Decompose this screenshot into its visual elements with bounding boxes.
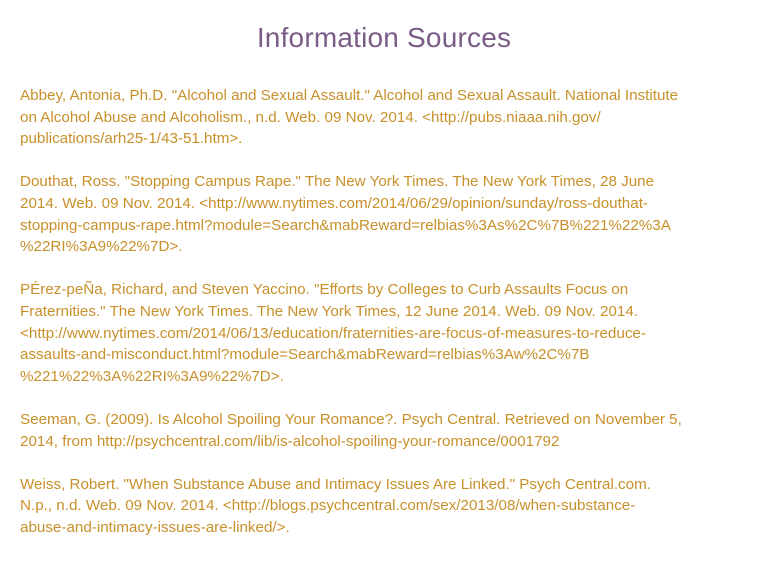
- reference-line: <http://www.nytimes.com/2014/06/13/education/fraternities-are-focus-of-measures-to-reduce-: [20, 324, 646, 342]
- reference-line: abuse-and-intimacy-issues-are-linked/>.: [20, 518, 290, 536]
- reference-weiss: [20, 474, 750, 539]
- reference-line: stopping-campus-rape.html?module=Search&mabReward=relbias%3As%2C%7B%221%22%3A: [20, 216, 671, 234]
- reference-line: on Alcohol Abuse and Alcoholism., n.d. Web. 09 Nov. 2014. <http://pubs.niaaa.nih.gov/: [20, 108, 601, 126]
- reference-abbey: [20, 85, 750, 150]
- reference-perez-pena: [20, 279, 750, 387]
- reference-line: 2014. Web. 09 Nov. 2014. <http://www.nytimes.com/2014/06/29/opinion/sunday/ross-douthat-: [20, 194, 648, 212]
- reference-line: 2014, from http://psychcentral.com/lib/is-alcohol-spoiling-your-romance/0001792: [20, 432, 560, 450]
- reference-douthat: [20, 171, 750, 257]
- reference-line: PÉrez-peÑa, Richard, and Steven Yaccino. "Efforts by Colleges to Curb Assaults Focus on: [20, 281, 629, 299]
- reference-line: %221%22%3A%22RI%3A9%22%7D>.: [20, 367, 284, 385]
- reference-seeman: [20, 409, 750, 452]
- reference-line: publications/arh25-1/43-51.htm>.: [20, 130, 243, 148]
- slide-title: Information Sources: [256, 22, 512, 53]
- reference-line: assaults-and-misconduct.html?module=Search&mabReward=relbias%3Aw%2C%7B: [20, 346, 590, 364]
- reference-line: %22RI%3A9%22%7D>.: [20, 238, 183, 256]
- reference-list: [20, 85, 750, 560]
- reference-line: Abbey, Antonia, Ph.D. "Alcohol and Sexual Assault." Alcohol and Sexual Assault. National Institute: [20, 87, 679, 104]
- reference-line: Fraternities." The New York Times. The New York Times, 12 June 2014. Web. 09 Nov. 2014.: [20, 302, 638, 320]
- reference-line: N.p., n.d. Web. 09 Nov. 2014. <http://blogs.psychcentral.com/sex/2013/08/when-substance-: [20, 497, 636, 515]
- reference-line: Weiss, Robert. "When Substance Abuse and Intimacy Issues Are Linked." Psych Central.com.: [20, 475, 651, 493]
- reference-line: Douthat, Ross. "Stopping Campus Rape." The New York Times. The New York Times, 28 June: [20, 173, 655, 191]
- reference-line: Seeman, G. (2009). Is Alcohol Spoiling Your Romance?. Psych Central. Retrieved on November 5,: [20, 410, 682, 428]
